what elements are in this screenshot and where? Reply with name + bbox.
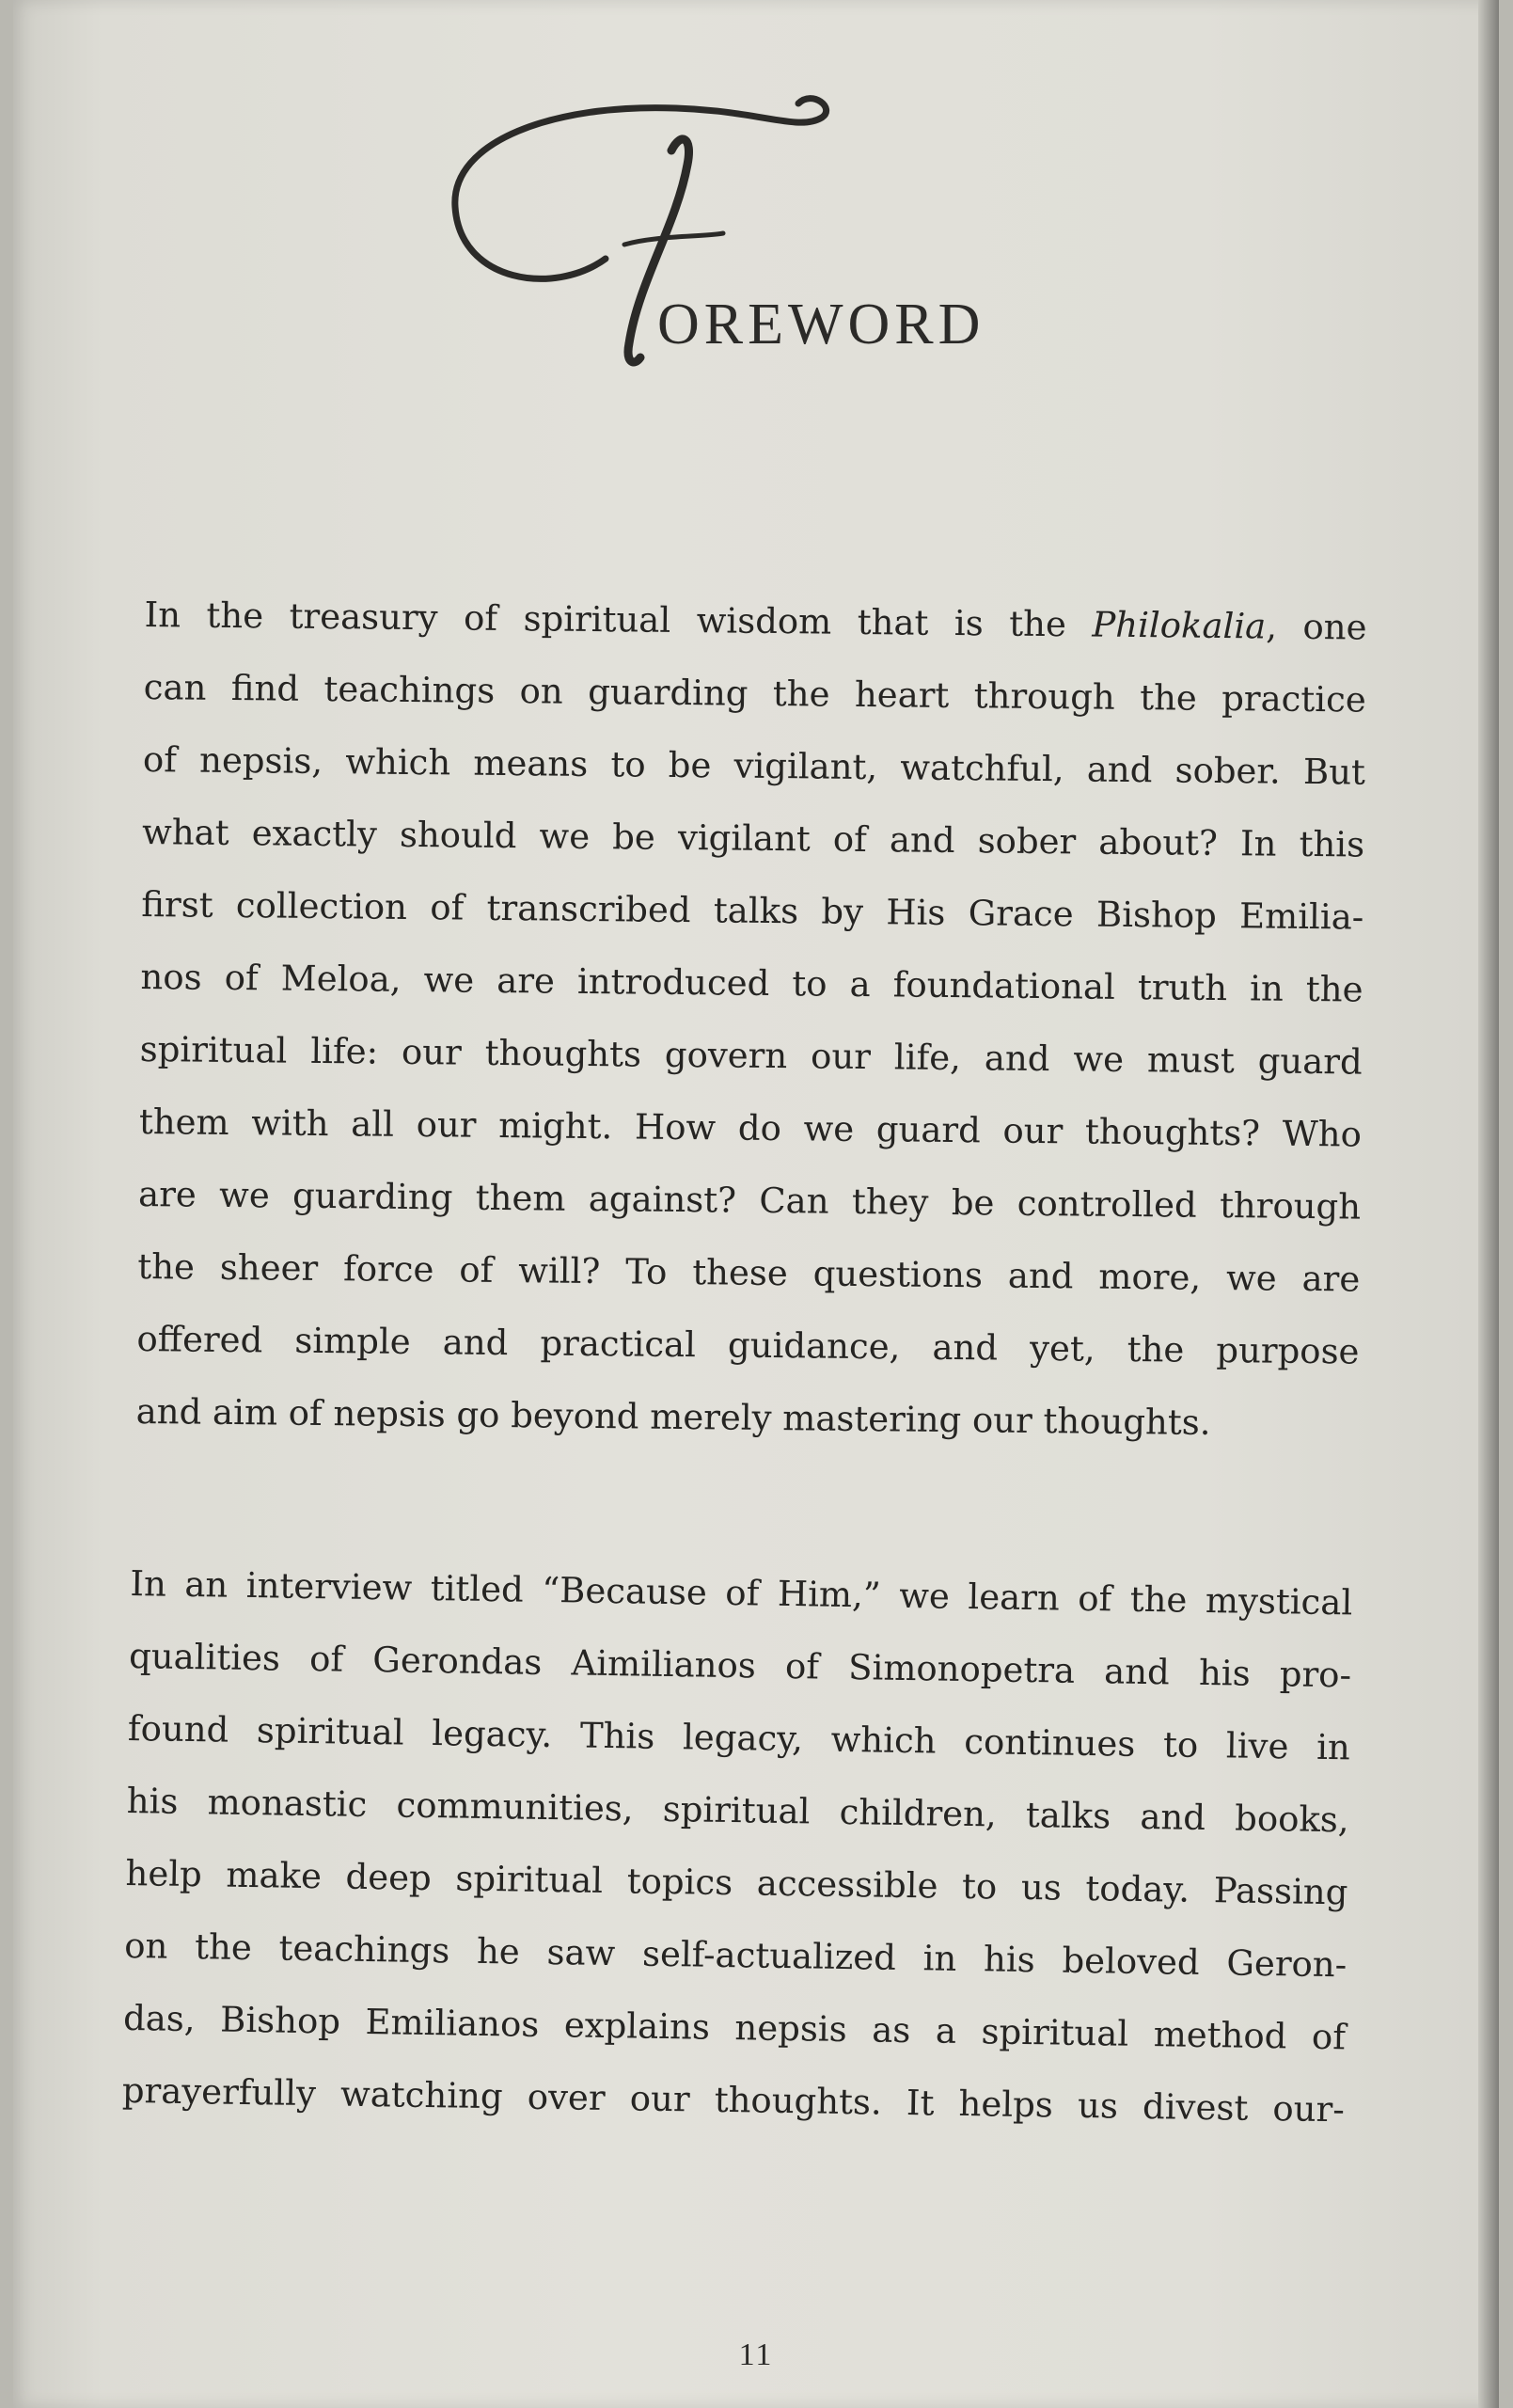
text-line: them with all our might. How do we guard our thoughts? Who: [138, 1101, 1363, 1155]
text-line: of nepsis, which means to be vigilant, watchful, and sober. But: [142, 738, 1366, 793]
page-number: 11: [738, 2337, 774, 2372]
chapter-title: [441, 94, 1043, 386]
text-line: his monastic communities, spiritual children, talks and books,: [126, 1780, 1349, 1841]
text-line: found spiritual legacy. This legacy, which continues to live in: [127, 1707, 1351, 1768]
text-line: help make deep spiritual topics accessible to us today. Passing: [125, 1852, 1348, 1913]
text-line: qualities of Gerondas Aimilianos of Simonopetra and his pro-: [128, 1635, 1352, 1696]
text-line: In an interview titled “Because of Him,” we learn of the mystical: [130, 1562, 1353, 1624]
title-text: OREWORD: [657, 293, 985, 356]
text-line: das, Bishop Emilianos explains nepsis as a spiritual method of: [122, 1997, 1347, 2058]
book-title-philokalia: Philokalia: [1092, 604, 1267, 647]
paragraph-1: [135, 578, 1367, 1461]
text-line: the sheer force of will? To these questions and more, we are: [137, 1245, 1361, 1300]
text-line: and aim of nepsis go beyond merely mastering our thoughts.: [135, 1390, 1211, 1443]
text-line: spiritual life: our thoughts govern our life, and we must guard: [139, 1028, 1363, 1083]
text-line: nos of Meloa, we are introduced to a foundational truth in the: [140, 956, 1363, 1010]
text-line: what exactly should we be vigilant of and sober about? In this: [141, 811, 1365, 865]
text-line: are we guarding them against? Can they be controlled through: [137, 1173, 1362, 1228]
text-line: first collection of transcribed talks by His Grace Bishop Emilia-: [141, 883, 1364, 938]
book-page: [13, 0, 1499, 2408]
text-line: In the treasury of spiritual wisdom that is the Philokalia, one: [144, 594, 1367, 648]
paragraph-2: [121, 1547, 1353, 2146]
text-line: can find teachings on guarding the heart through the practice: [143, 666, 1366, 721]
text-line: offered simple and practical guidance, and yet, the purpose: [136, 1318, 1360, 1372]
page-edge: [1478, 0, 1499, 2408]
text-line: prayerfully watching over our thoughts. It helps us divest our-: [121, 2069, 1346, 2131]
text-line: on the teachings he saw self-actualized in his beloved Geron-: [124, 1925, 1348, 1986]
